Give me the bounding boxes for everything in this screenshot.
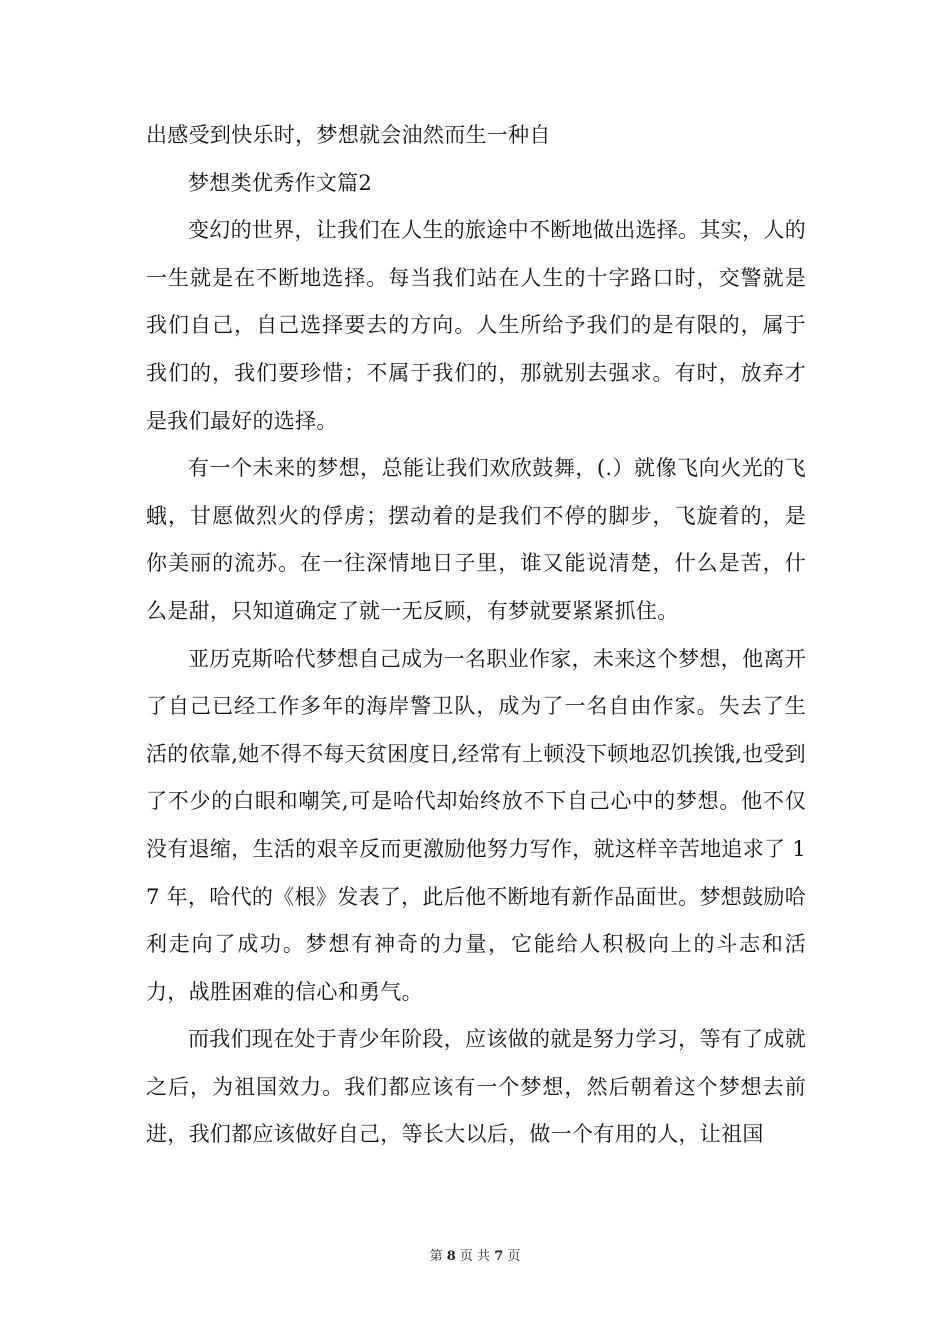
paragraph-1: 变幻的世界，让我们在人生的旅途中不断地做出选择。其实，人的一生就是在不断地选择。每当我们站在人生的十字路口时，交警就是我们自己，自己选择要去的方向。人生所给予我们的是有限的，属于我们的，我们要珍惜；不属于我们的，那就别去强求。有时，放弃才是我们最好的选择。 [146,218,806,433]
paragraph-continuation: 出感受到快乐时，梦想就会油然而生一种自 [146,123,551,147]
paragraph-2: 有一个未来的梦想，总能让我们欢欣鼓舞，(.）就像飞向火光的飞蛾，甘愿做烈火的俘虏；摆动着的是我们不停的脚步，飞旋着的，是你美丽的流苏。在一往深情地日子里，谁又能说清楚，什么是苦，什么是甜，只知道确定了就一无反顾，有梦就要紧紧抓住。 [146,456,806,623]
footer-prefix: 第 [429,1249,443,1264]
footer-total-pages: 7 [494,1249,504,1264]
page-footer [0,1248,950,1266]
footer-middle: 页 共 [459,1249,491,1264]
paragraph-3: 亚历克斯哈代梦想自己成为一名职业作家，未来这个梦想，他离开了自己已经工作多年的海岸警卫队，成为了一名自由作家。失去了生活的依靠,她不得不每天贫困度日,经常有上顿没下顿地忍饥挨饿,也受到了不少的白眼和嘲笑,可是哈代却始终放不下自己心中的梦想。他不仅没有退缩，生活的艰辛反而更激励他努力写作，就这样辛苦地追求了 17 年，哈代的《根》发表了，此后他不断地有新作品面世。梦想鼓励哈利走向了成功。梦想有神奇的力量，它能给人积极向上的斗志和活力，战胜困难的信心和勇气。 [146,646,806,1004]
footer-current-page: 8 [446,1249,456,1264]
document-body [146,112,806,1159]
paragraph-4: 而我们现在处于青少年阶段，应该做的就是努力学习，等有了成就之后，为祖国效力。我们都应该有一个梦想，然后朝着这个梦想去前进，我们都应该做好自己，等长大以后，做一个有用的人，让祖国 [146,1027,806,1147]
footer-suffix: 页 [507,1249,521,1264]
section-heading: 梦想类优秀作文篇2 [188,170,373,195]
